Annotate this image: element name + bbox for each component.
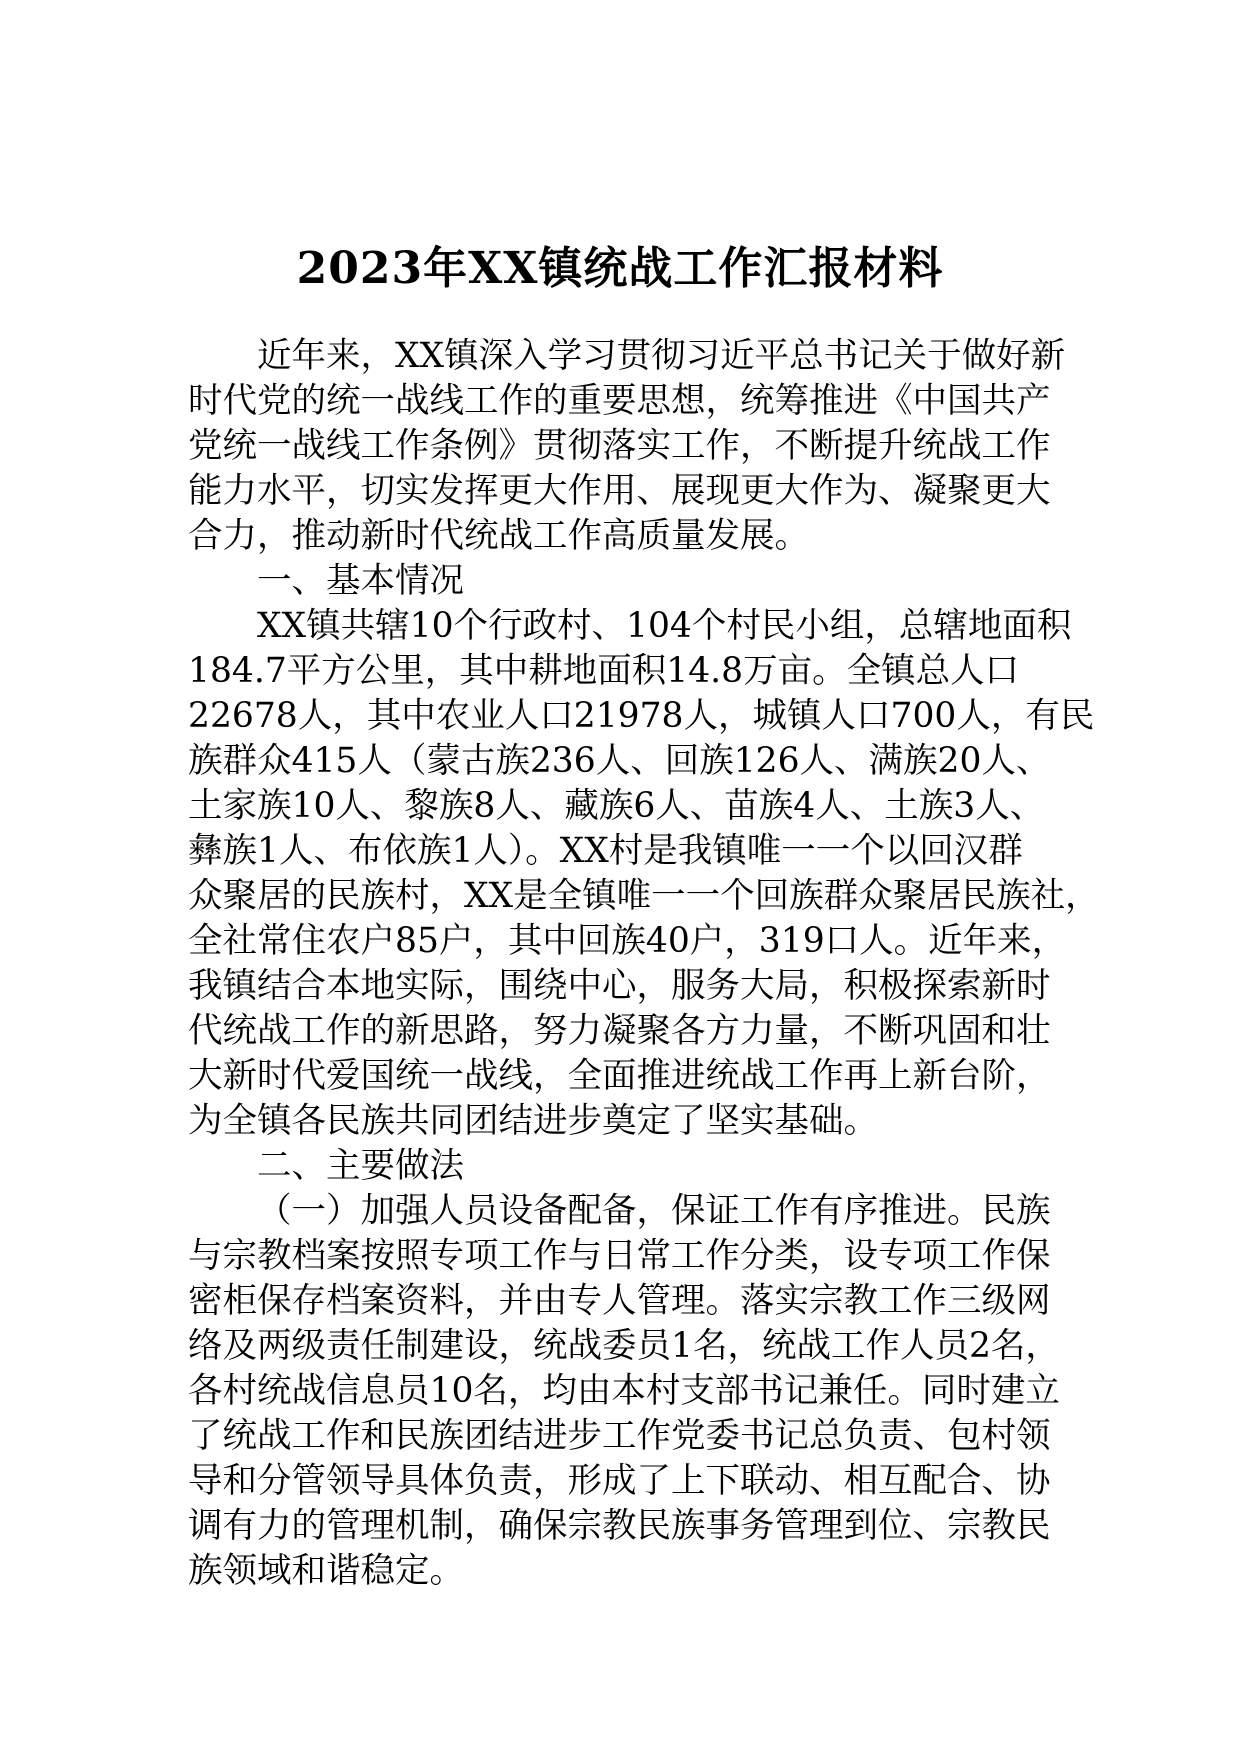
- paragraph-basic-line: 我镇结合本地实际，围绕中心，服务大局，积极探索新时: [188, 966, 1051, 1006]
- section-heading-main-practices: 二、主要做法: [257, 1146, 464, 1186]
- paragraph-basic-line: 大新时代爱国统一战线，全面推进统战工作再上新台阶，: [188, 1056, 1051, 1096]
- document-body: [188, 334, 1100, 1594]
- paragraph-basic-line: 为全镇各民族共同团结进步奠定了坚实基础。: [188, 1101, 878, 1141]
- paragraph-practice-line: 族领域和谐稳定。: [188, 1551, 464, 1591]
- document-title: 2023年XX镇统战工作汇报材料: [296, 243, 944, 295]
- paragraph-basic-line: 184.7平方公里，其中耕地面积14.8万亩。全镇总人口: [188, 651, 1020, 691]
- paragraph-practice-line: 了统战工作和民族团结进步工作党委书记总负责、包村领: [188, 1416, 1051, 1456]
- paragraph-basic-line: 彝族1人、布依族1人）。XX村是我镇唯一一个以回汉群: [188, 831, 1023, 871]
- paragraph-basic-line: 22678人，其中农业人口21978人，城镇人口700人，有民: [188, 696, 1095, 736]
- paragraph-practice-line: 导和分管领导具体负责，形成了上下联动、相互配合、协: [188, 1461, 1051, 1501]
- paragraph-basic-line: 代统战工作的新思路，努力凝聚各方力量，不断巩固和壮: [188, 1011, 1051, 1051]
- paragraph-intro-line: 党统一战线工作条例》贯彻落实工作，不断提升统战工作: [188, 426, 1051, 466]
- paragraph-basic-line: 全社常住农户85户，其中回族40户，319口人。近年来，: [188, 921, 1067, 961]
- paragraph-basic-line: XX镇共辖10个行政村、104个村民小组，总辖地面积: [257, 606, 1072, 646]
- paragraph-intro-line: 近年来，XX镇深入学习贯彻习近平总书记关于做好新: [257, 336, 1066, 376]
- paragraph-practice-line: （一）加强人员设备配备，保证工作有序推进。民族: [257, 1191, 1051, 1231]
- paragraph-practice-line: 各村统战信息员10名，均由本村支部书记兼任。同时建立: [188, 1371, 1060, 1411]
- paragraph-basic-line: 土家族10人、黎族8人、藏族6人、苗族4人、土族3人、: [188, 786, 1045, 826]
- paragraph-basic-line: 众聚居的民族村，XX是全镇唯一一个回族群众聚居民族社，: [188, 876, 1100, 916]
- paragraph-practice-line: 络及两级责任制建设，统战委员1名，统战工作人员2名，: [188, 1326, 1060, 1366]
- paragraph-practice-line: 与宗教档案按照专项工作与日常工作分类，设专项工作保: [188, 1236, 1051, 1276]
- paragraph-practice-line: 密柜保存档案资料，并由专人管理。落实宗教工作三级网: [188, 1281, 1051, 1321]
- section-heading-basic-situation: 一、基本情况: [257, 561, 464, 601]
- paragraph-intro-line: 能力水平，切实发挥更大作用、展现更大作为、凝聚更大: [188, 471, 1051, 511]
- paragraph-intro-line: 时代党的统一战线工作的重要思想，统筹推进《中国共产: [188, 381, 1051, 421]
- paragraph-practice-line: 调有力的管理机制，确保宗教民族事务管理到位、宗教民: [188, 1506, 1051, 1546]
- paragraph-basic-line: 族群众415人（蒙古族236人、回族126人、满族20人、: [188, 741, 1051, 781]
- paragraph-intro-line: 合力，推动新时代统战工作高质量发展。: [188, 516, 809, 556]
